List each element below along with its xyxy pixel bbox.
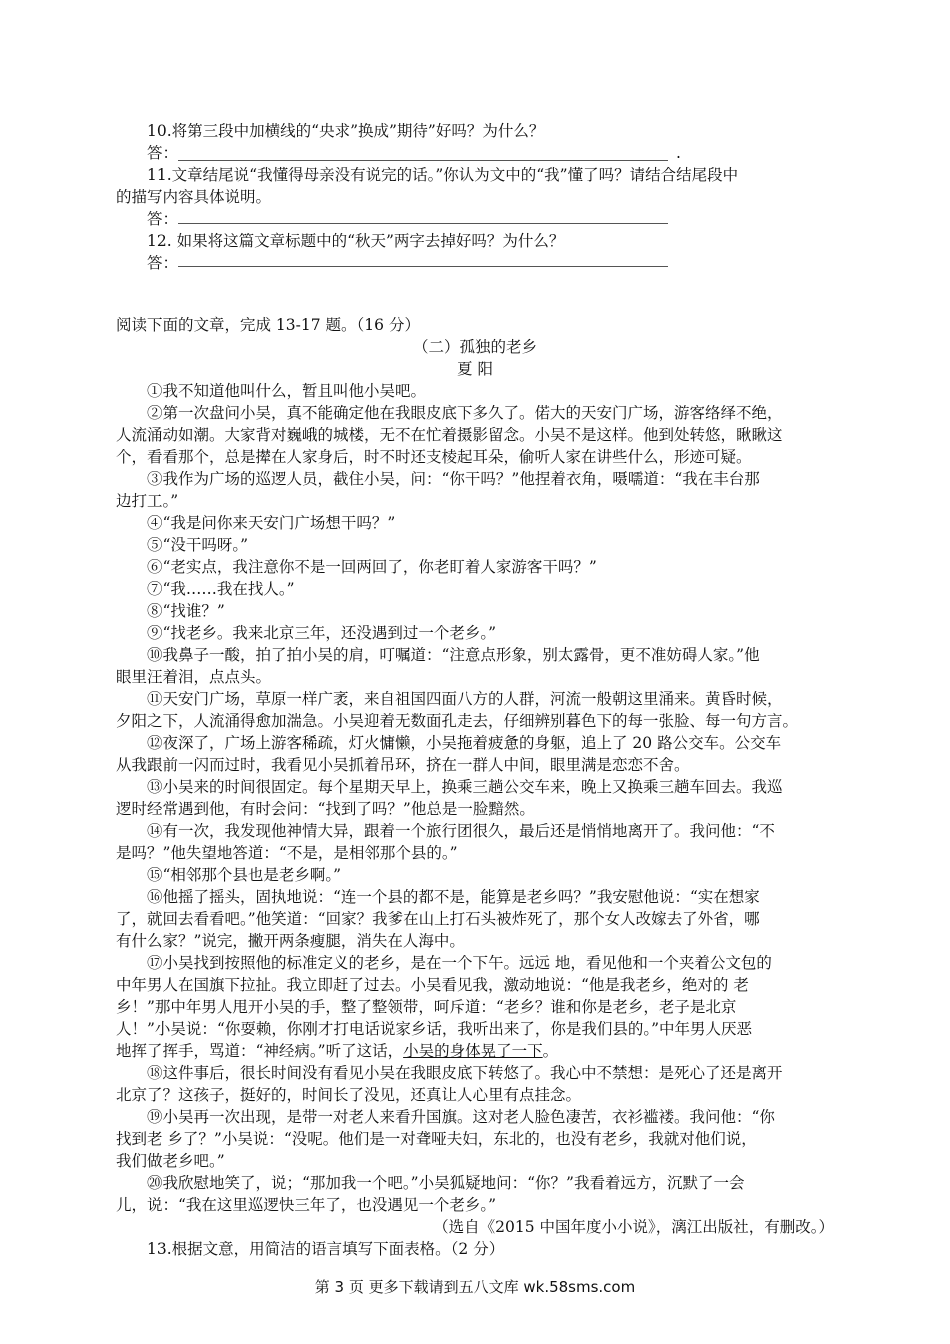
paragraph-line: ⑦“我……我在找人。” (147, 580, 295, 598)
article-author: 夏 阳 (457, 360, 493, 378)
paragraph-line: ⑮“相邻那个县也是老乡啊。” (147, 866, 342, 884)
paragraph-line: 眼里汪着泪，点点头。 (116, 668, 272, 686)
paragraph-line: ⑥“老实点，我注意你不是一回两回了，你老盯着人家游客干吗？” (147, 558, 597, 576)
underlined-phrase-end: 。 (542, 1042, 559, 1060)
paragraph-line: 夕阳之下，人流涌得愈加湍急。小吴迎着无数面孔走去，仔细辨别暮色下的每一张脸、每一句方言。 (116, 712, 799, 730)
paragraph-line: ⑫夜深了，广场上游客稀疏，灯火慵懒，小吴拖着疲惫的身躯，追上了 20 路公交车。公交车 (147, 734, 782, 752)
question-11-line-1: 11.文章结尾说“我懂得母亲没有说完的话。”你认为文中的“我”懂了吗？请结合结尾段中 (147, 166, 739, 184)
paragraph-line: 我们做老乡吧。” (116, 1152, 225, 1170)
paragraph-line: ②第一次盘问小吴，真不能确定他在我眼皮底下多久了。偌大的天安门广场，游客络绎不绝， (147, 404, 783, 422)
question-10: 10.将第三段中加横线的“央求”换成”期待”好吗？为什么？ (147, 122, 545, 140)
paragraph-line: 个，看看那个，总是撵在人家身后，时不时还支棱起耳朵，偷听人家在讲些什么，形迹可疑。 (116, 448, 752, 466)
article-title: （二）孤独的老乡 (412, 338, 537, 356)
paragraph-line: ⑧“找谁？” (147, 602, 225, 620)
paragraph-line: 找到老 乡了？”小吴说：“没呢。他们是一对聋哑夫妇，东北的，也没有老乡，我就对他们说， (116, 1130, 757, 1148)
paragraph-line: ⑳我欣慰地笑了，说；“那加我一个吧。”小吴狐疑地问：“你？”我看着远方，沉默了一会 (147, 1174, 745, 1192)
answer-label-10: 答： (147, 144, 179, 162)
paragraph-line: ⑱这件事后，很长时间没有看见小吴在我眼皮底下转悠了。我心中不禁想：是死心了还是离开 (147, 1064, 783, 1082)
paragraph-line: ①我不知道他叫什么，暂且叫他小吴吧。 (147, 382, 427, 400)
answer-label-12: 答： (147, 254, 179, 272)
paragraph-line: ⑤“没干吗呀。” (147, 536, 249, 554)
source-citation: （选自《2015 中国年度小小说》，漓江出版社，有删改。） (433, 1218, 834, 1236)
paragraph-line: ③我作为广场的巡逻人员，截住小吴，问：“你干吗？”他捏着衣角，嗫嚅道：“我在丰台那 (147, 470, 760, 488)
paragraph-line: ⑯他摇了摇头，固执地说：“连一个县的都不是，能算是老乡吗？”我安慰他说：“实在想家 (147, 888, 760, 906)
paragraph-line: ④“我是问你来天安门广场想干吗？” (147, 514, 396, 532)
paragraph-line: ⑲小吴再一次出现，是带一对老人来看升国旗。这对老人脸色凄苦，衣衫褴褛。我问他：“你 (147, 1108, 775, 1126)
answer-line-11 (178, 223, 668, 224)
paragraph-line: 乡！”那中年男人甩开小吴的手，整了整领带，呵斥道：“老乡？谁和你是老乡，老子是北京 (116, 998, 737, 1016)
answer-line-10 (178, 160, 668, 161)
answer-line-12 (178, 266, 668, 267)
question-13: 13.根据文意，用简洁的语言填写下面表格。（2 分） (147, 1240, 505, 1258)
paragraph-line: 中年男人在国旗下拉扯。我立即赶了过去。小吴看见我，激动地说：“他是我老乡，绝对的 老 (116, 976, 749, 994)
paragraph-line: 了，就回去看看吧。”他笑道：“回家？我爹在山上打石头被炸死了，那个女人改嫁去了外省，哪 (116, 910, 760, 928)
paragraph-line: 儿，说：“我在这里巡逻快三年了，也没遇见一个老乡。” (116, 1196, 497, 1214)
paragraph-line: ⑩我鼻子一酸，拍了拍小吴的肩，叮嘱道：“注意点形象，别太露骨，更不准妨碍人家。”他 (147, 646, 760, 664)
paragraph-line: 北京了？这孩子，挺好的，时间长了没见，还真让人心里有点挂念。 (116, 1086, 582, 1104)
paragraph-line: ⑪天安门广场，草原一样广袤，来自祖国四面八方的人群，河流一般朝这里涌来。黄昏时候， (147, 690, 783, 708)
paragraph-line: ⑨“找老乡。我来北京三年，还没遇到过一个老乡。” (147, 624, 497, 642)
answer-label-11: 答： (147, 210, 179, 228)
paragraph-line-underlined (116, 1040, 558, 1062)
question-11-line-2: 的描写内容具体说明。 (116, 188, 272, 206)
paragraph-line: 边打工。” (116, 492, 179, 510)
underlined-phrase: 小吴的身体晃了一下 (403, 1042, 543, 1060)
paragraph-line: 人流涌动如潮。大家背对巍峨的城楼，无不在忙着摄影留念。小吴不是这样。他到处转悠，瞅瞅这 (116, 426, 783, 444)
paragraph-line: ⑬小吴来的时间很固定。每个星期天早上，换乘三趟公交车来，晚上又换乘三趟车回去。我巡 (147, 778, 783, 796)
paragraph-line: 逻时经常遇到他，有时会问：“找到了吗？”他总是一脸黯然。 (116, 800, 535, 818)
page-footer: 第 3 页 更多下载请到五八文库 wk.58sms.com (314, 1278, 636, 1296)
question-12: 12. 如果将这篇文章标题中的“秋天”两字去掉好吗？为什么？ (147, 232, 565, 250)
paragraph-line: 是吗？”他失望地答道：“不是，是相邻那个县的。” (116, 844, 458, 862)
paragraph-line: 从我跟前一闪而过时，我看见小吴抓着吊环，挤在一群人中间，眼里满是恋恋不舍。 (116, 756, 690, 774)
paragraph-line: 人！”小吴说：“你耍赖，你刚才打电话说家乡话，我听出来了，你是我们县的。”中年男人厌恶 (116, 1020, 753, 1038)
reading-intro: 阅读下面的文章，完成 13-17 题。（16 分） (116, 316, 420, 334)
paragraph-line: ⑭有一次，我发现他神情大异，跟着一个旅行团很久，最后还是悄悄地离开了。我问他：“不 (147, 822, 775, 840)
paragraph-text: 地挥了挥手，骂道：“神经病。”听了这话， (116, 1042, 404, 1060)
paragraph-line: 有什么家？”说完，撇开两条瘦腿，消失在人海中。 (116, 932, 465, 950)
answer-line-10-end: . (676, 144, 681, 162)
paragraph-line: ⑰小吴找到按照他的标准定义的老乡，是在一个下午。远远 地，看见他和一个夹着公文包的 (147, 954, 772, 972)
